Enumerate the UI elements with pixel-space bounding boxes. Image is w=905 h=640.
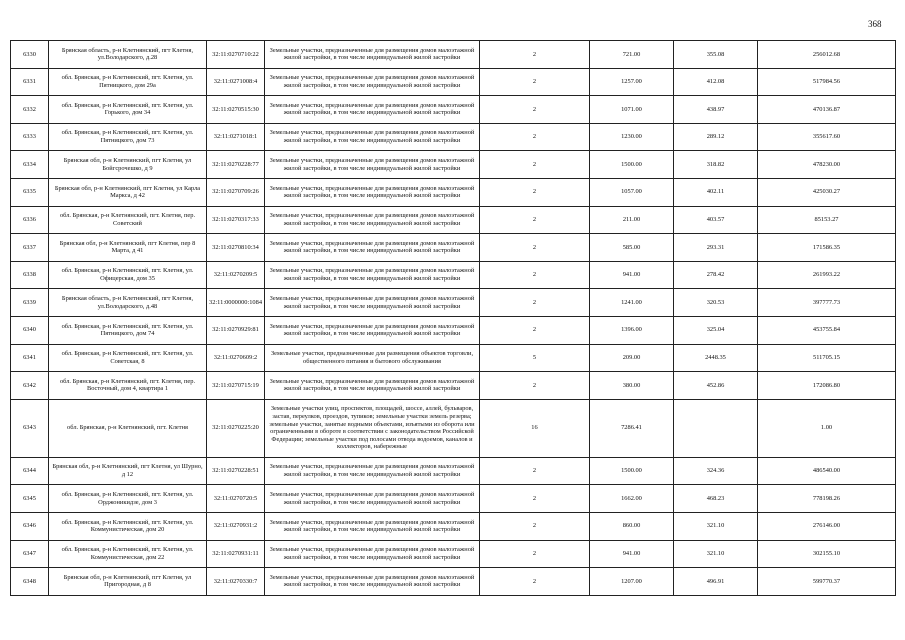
specific-value-cell bbox=[674, 399, 758, 457]
cadastral-number-cell: 32:11:0270515:30 bbox=[207, 96, 265, 124]
cadastral-value-cell: 302155.10 bbox=[758, 540, 896, 568]
area-cell: 380.00 bbox=[590, 372, 674, 400]
specific-value-cell: 321.10 bbox=[674, 540, 758, 568]
row-number-cell: 6334 bbox=[11, 151, 49, 179]
cadastral-value-cell: 425030.27 bbox=[758, 178, 896, 206]
specific-value-cell: 468.23 bbox=[674, 485, 758, 513]
cadastral-value-cell: 453755.84 bbox=[758, 316, 896, 344]
land-use-cell: Земельные участки, предназначенные для размещения домов малоэтажной жилой застройки, в том числе индивидуальной жилой застройки bbox=[265, 316, 480, 344]
land-use-cell: Земельные участки, предназначенные для размещения домов малоэтажной жилой застройки, в том числе индивидуальной жилой застройки bbox=[265, 568, 480, 596]
cadastral-number-cell: 32:11:0270228:77 bbox=[207, 151, 265, 179]
group-cell: 2 bbox=[480, 123, 590, 151]
row-number-cell: 6345 bbox=[11, 485, 49, 513]
specific-value-cell: 324.36 bbox=[674, 457, 758, 485]
area-cell: 1241.00 bbox=[590, 289, 674, 317]
row-number-cell: 6341 bbox=[11, 344, 49, 372]
cadastral-value-cell: 85153.27 bbox=[758, 206, 896, 234]
group-cell: 5 bbox=[480, 344, 590, 372]
table-row bbox=[11, 151, 896, 179]
cadastral-value-cell: 511705.15 bbox=[758, 344, 896, 372]
area-cell: 941.00 bbox=[590, 540, 674, 568]
row-number-cell: 6339 bbox=[11, 289, 49, 317]
group-cell: 2 bbox=[480, 234, 590, 262]
table-row bbox=[11, 568, 896, 596]
table-row bbox=[11, 41, 896, 69]
address-cell: Брянская обл, р-н Клетнянский, пгт Клетня, ул Шурно, д 12 bbox=[49, 457, 207, 485]
group-cell: 2 bbox=[480, 96, 590, 124]
land-use-cell: Земельные участки, предназначенные для размещения домов малоэтажной жилой застройки, в том числе индивидуальной жилой застройки bbox=[265, 289, 480, 317]
address-cell: обл. Брянская, р-н Клетнянский, пгт. Клетня, ул. Пятницкого, дом 29а bbox=[49, 68, 207, 96]
area-cell: 1057.00 bbox=[590, 178, 674, 206]
row-number-cell: 6335 bbox=[11, 178, 49, 206]
land-use-cell: Земельные участки, предназначенные для размещения домов малоэтажной жилой застройки, в том числе индивидуальной жилой застройки bbox=[265, 540, 480, 568]
address-cell: Брянская область, р-н Клетнянский, пгт Клетня, ул.Володарского, д.48 bbox=[49, 289, 207, 317]
row-number-cell: 6337 bbox=[11, 234, 49, 262]
land-use-cell: Земельные участки, предназначенные для размещения домов малоэтажной жилой застройки, в том числе индивидуальной жилой застройки bbox=[265, 512, 480, 540]
table-row bbox=[11, 178, 896, 206]
address-cell: Брянская обл, р-н Клетнянский, пгт Клетня, пер 8 Марта, д 41 bbox=[49, 234, 207, 262]
land-use-cell: Земельные участки, предназначенные для размещения домов малоэтажной жилой застройки, в том числе индивидуальной жилой застройки bbox=[265, 234, 480, 262]
land-use-cell: Земельные участки, предназначенные для размещения домов малоэтажной жилой застройки, в том числе индивидуальной жилой застройки bbox=[265, 261, 480, 289]
group-cell: 2 bbox=[480, 41, 590, 69]
cadastral-value-cell: 256012.68 bbox=[758, 41, 896, 69]
table-row bbox=[11, 68, 896, 96]
cadastral-number-cell: 32:11:0271018:1 bbox=[207, 123, 265, 151]
cadastral-number-cell: 32:11:0270225:20 bbox=[207, 399, 265, 457]
specific-value-cell: 321.10 bbox=[674, 512, 758, 540]
specific-value-cell: 412.08 bbox=[674, 68, 758, 96]
area-cell: 7286.41 bbox=[590, 399, 674, 457]
row-number-cell: 6347 bbox=[11, 540, 49, 568]
table-row bbox=[11, 512, 896, 540]
land-use-cell: Земельные участки, предназначенные для размещения домов малоэтажной жилой застройки, в том числе индивидуальной жилой застройки bbox=[265, 41, 480, 69]
group-cell: 2 bbox=[480, 289, 590, 317]
table-row bbox=[11, 234, 896, 262]
area-cell: 941.00 bbox=[590, 261, 674, 289]
cadastral-number-cell: 32:11:0270929:81 bbox=[207, 316, 265, 344]
group-cell: 2 bbox=[480, 261, 590, 289]
table-row bbox=[11, 399, 896, 457]
cadastral-number-cell: 32:11:0270709:26 bbox=[207, 178, 265, 206]
cadastral-number-cell: 32:11:0270228:51 bbox=[207, 457, 265, 485]
row-number-cell: 6344 bbox=[11, 457, 49, 485]
cadastral-number-cell: 32:11:0270720:5 bbox=[207, 485, 265, 513]
cadastral-value-cell: 355617.60 bbox=[758, 123, 896, 151]
group-cell: 16 bbox=[480, 399, 590, 457]
land-use-cell: Земельные участки, предназначенные для размещения домов малоэтажной жилой застройки, в том числе индивидуальной жилой застройки bbox=[265, 151, 480, 179]
cadastral-number-cell: 32:11:0270317:33 bbox=[207, 206, 265, 234]
table-body bbox=[11, 41, 896, 596]
area-cell: 1662.00 bbox=[590, 485, 674, 513]
group-cell: 2 bbox=[480, 68, 590, 96]
area-cell: 1500.00 bbox=[590, 151, 674, 179]
address-cell: обл. Брянская, р-н Клетнянский, пгт. Клетня, ул. Пятницкого, дом 74 bbox=[49, 316, 207, 344]
table-row bbox=[11, 123, 896, 151]
group-cell: 2 bbox=[480, 151, 590, 179]
area-cell: 211.00 bbox=[590, 206, 674, 234]
area-cell: 585.00 bbox=[590, 234, 674, 262]
cadastral-value-cell: 486540.00 bbox=[758, 457, 896, 485]
specific-value-cell: 325.04 bbox=[674, 316, 758, 344]
row-number-cell: 6330 bbox=[11, 41, 49, 69]
address-cell: обл. Брянская, р-н Клетнянский, пгт. Клетня, ул. Орджоникидзе, дом 3 bbox=[49, 485, 207, 513]
area-cell: 1207.00 bbox=[590, 568, 674, 596]
address-cell: обл. Брянская, р-н Клетнянский, пгт. Клетня, ул. Офицерская, дом 35 bbox=[49, 261, 207, 289]
table-row bbox=[11, 96, 896, 124]
cadastral-number-cell: 32:11:0270810:34 bbox=[207, 234, 265, 262]
table-row bbox=[11, 457, 896, 485]
cadastral-value-table bbox=[10, 40, 896, 596]
group-cell: 2 bbox=[480, 512, 590, 540]
table-row bbox=[11, 540, 896, 568]
land-use-cell: Земельные участки, предназначенные для размещения домов малоэтажной жилой застройки, в том числе индивидуальной жилой застройки bbox=[265, 485, 480, 513]
land-use-cell: Земельные участки, предназначенные для размещения домов малоэтажной жилой застройки, в том числе индивидуальной жилой застройки bbox=[265, 372, 480, 400]
group-cell: 2 bbox=[480, 206, 590, 234]
row-number-cell: 6340 bbox=[11, 316, 49, 344]
land-use-cell: Земельные участки, предназначенные для размещения домов малоэтажной жилой застройки, в том числе индивидуальной жилой застройки bbox=[265, 178, 480, 206]
address-cell: обл. Брянская, р-н Клетнянский, пгт. Клетня, пер. Советский bbox=[49, 206, 207, 234]
group-cell: 2 bbox=[480, 457, 590, 485]
group-cell: 2 bbox=[480, 540, 590, 568]
table-row bbox=[11, 289, 896, 317]
cadastral-value-cell: 470136.87 bbox=[758, 96, 896, 124]
specific-value-cell: 438.97 bbox=[674, 96, 758, 124]
cadastral-value-cell: 599770.37 bbox=[758, 568, 896, 596]
address-cell: Брянская обл, р-н Клетнянский, пгт Клетня, ул Бойгсрочешко, д 9 bbox=[49, 151, 207, 179]
land-use-cell: Земельные участки, предназначенные для размещения объектов торговли, общественного питания и бытового обслуживания bbox=[265, 344, 480, 372]
area-cell: 1257.00 bbox=[590, 68, 674, 96]
table-row bbox=[11, 316, 896, 344]
cadastral-value-cell: 261993.22 bbox=[758, 261, 896, 289]
row-number-cell: 6333 bbox=[11, 123, 49, 151]
table-row bbox=[11, 485, 896, 513]
specific-value-cell: 278.42 bbox=[674, 261, 758, 289]
cadastral-value-cell: 397777.73 bbox=[758, 289, 896, 317]
row-number-cell: 6336 bbox=[11, 206, 49, 234]
area-cell: 1230.00 bbox=[590, 123, 674, 151]
address-cell: обл. Брянская, р-н Клетнянский, пгт. Клетня, ул. Советская, 8 bbox=[49, 344, 207, 372]
table-row bbox=[11, 261, 896, 289]
area-cell: 860.00 bbox=[590, 512, 674, 540]
land-use-cell: Земельные участки улиц, проспектов, площадей, шоссе, аллей, бульваров, застав, переулков, проездов, тупиков; земельные участки земель резерва; земельные участки, занятые водными объектами, изъятыми из оборота или ограниченными в обороте в соответствии с законодательством Российской Федерации; земельные участки под полосами отвода водоемов, каналов и коллекторов, набережные bbox=[265, 399, 480, 457]
group-cell: 2 bbox=[480, 178, 590, 206]
row-number-cell: 6342 bbox=[11, 372, 49, 400]
row-number-cell: 6332 bbox=[11, 96, 49, 124]
cadastral-value-cell: 517984.56 bbox=[758, 68, 896, 96]
address-cell: обл. Брянская, р-н Клетнянский, пгт. Клетня bbox=[49, 399, 207, 457]
cadastral-number-cell: 32:11:0270209:5 bbox=[207, 261, 265, 289]
specific-value-cell: 403.57 bbox=[674, 206, 758, 234]
cadastral-value-cell: 276146.00 bbox=[758, 512, 896, 540]
cadastral-value-cell: 1.00 bbox=[758, 399, 896, 457]
address-cell: обл. Брянская, р-н Клетнянский, пгт. Клетня, ул. Горького, дом 34 bbox=[49, 96, 207, 124]
cadastral-value-cell: 171586.35 bbox=[758, 234, 896, 262]
address-cell: Брянская область, р-н Клетнянский, пгт Клетня, ул.Володарского, д.28 bbox=[49, 41, 207, 69]
area-cell: 721.00 bbox=[590, 41, 674, 69]
cadastral-number-cell: 32:11:0270609:2 bbox=[207, 344, 265, 372]
specific-value-cell: 289.12 bbox=[674, 123, 758, 151]
cadastral-number-cell: 32:11:0271008:4 bbox=[207, 68, 265, 96]
address-cell: обл. Брянская, р-н Клетнянский, пгт. Клетня, ул. Коммунистическая, дом 22 bbox=[49, 540, 207, 568]
address-cell: Брянская обл, р-н Клетнянский, пгт Клетня, ул Пригородная, д 8 bbox=[49, 568, 207, 596]
specific-value-cell: 293.31 bbox=[674, 234, 758, 262]
address-cell: обл. Брянская, р-н Клетнянский, пгт. Клетня, пер. Восточный, дом 4, квартира 1 bbox=[49, 372, 207, 400]
row-number-cell: 6343 bbox=[11, 399, 49, 457]
address-cell: обл. Брянская, р-н Клетнянский, пгт. Клетня, ул. Пятницкого, дом 73 bbox=[49, 123, 207, 151]
land-use-cell: Земельные участки, предназначенные для размещения домов малоэтажной жилой застройки, в том числе индивидуальной жилой застройки bbox=[265, 457, 480, 485]
land-use-cell: Земельные участки, предназначенные для размещения домов малоэтажной жилой застройки, в том числе индивидуальной жилой застройки bbox=[265, 206, 480, 234]
specific-value-cell: 320.53 bbox=[674, 289, 758, 317]
specific-value-cell: 2448.35 bbox=[674, 344, 758, 372]
group-cell: 2 bbox=[480, 568, 590, 596]
cadastral-value-cell: 172086.80 bbox=[758, 372, 896, 400]
row-number-cell: 6348 bbox=[11, 568, 49, 596]
address-cell: обл. Брянская, р-н Клетнянский, пгт. Клетня, ул. Коммунистическая, дом 20 bbox=[49, 512, 207, 540]
table-row bbox=[11, 344, 896, 372]
area-cell: 1396.00 bbox=[590, 316, 674, 344]
specific-value-cell: 318.82 bbox=[674, 151, 758, 179]
page-number: 368 bbox=[868, 19, 882, 29]
cadastral-value-cell: 778198.26 bbox=[758, 485, 896, 513]
land-use-cell: Земельные участки, предназначенные для размещения домов малоэтажной жилой застройки, в том числе индивидуальной жилой застройки bbox=[265, 123, 480, 151]
row-number-cell: 6331 bbox=[11, 68, 49, 96]
cadastral-number-cell: 32:11:0000000:1084 bbox=[207, 289, 265, 317]
specific-value-cell: 452.86 bbox=[674, 372, 758, 400]
area-cell: 209.00 bbox=[590, 344, 674, 372]
land-use-cell: Земельные участки, предназначенные для размещения домов малоэтажной жилой застройки, в том числе индивидуальной жилой застройки bbox=[265, 68, 480, 96]
address-cell: Брянская обл, р-н Клетнянский, пгт Клетня, ул Карла Маркса, д 42 bbox=[49, 178, 207, 206]
specific-value-cell: 355.08 bbox=[674, 41, 758, 69]
area-cell: 1500.00 bbox=[590, 457, 674, 485]
group-cell: 2 bbox=[480, 316, 590, 344]
cadastral-number-cell: 32:11:0270931:2 bbox=[207, 512, 265, 540]
specific-value-cell: 496.91 bbox=[674, 568, 758, 596]
cadastral-number-cell: 32:11:0270715:19 bbox=[207, 372, 265, 400]
cadastral-number-cell: 32:11:0270931:11 bbox=[207, 540, 265, 568]
cadastral-number-cell: 32:11:0270710:22 bbox=[207, 41, 265, 69]
area-cell: 1071.00 bbox=[590, 96, 674, 124]
row-number-cell: 6338 bbox=[11, 261, 49, 289]
row-number-cell: 6346 bbox=[11, 512, 49, 540]
group-cell: 2 bbox=[480, 485, 590, 513]
land-use-cell: Земельные участки, предназначенные для размещения домов малоэтажной жилой застройки, в том числе индивидуальной жилой застройки bbox=[265, 96, 480, 124]
specific-value-cell: 402.11 bbox=[674, 178, 758, 206]
table-row bbox=[11, 372, 896, 400]
table-row bbox=[11, 206, 896, 234]
cadastral-value-cell: 478230.00 bbox=[758, 151, 896, 179]
group-cell: 2 bbox=[480, 372, 590, 400]
cadastral-number-cell: 32:11:0270330:7 bbox=[207, 568, 265, 596]
